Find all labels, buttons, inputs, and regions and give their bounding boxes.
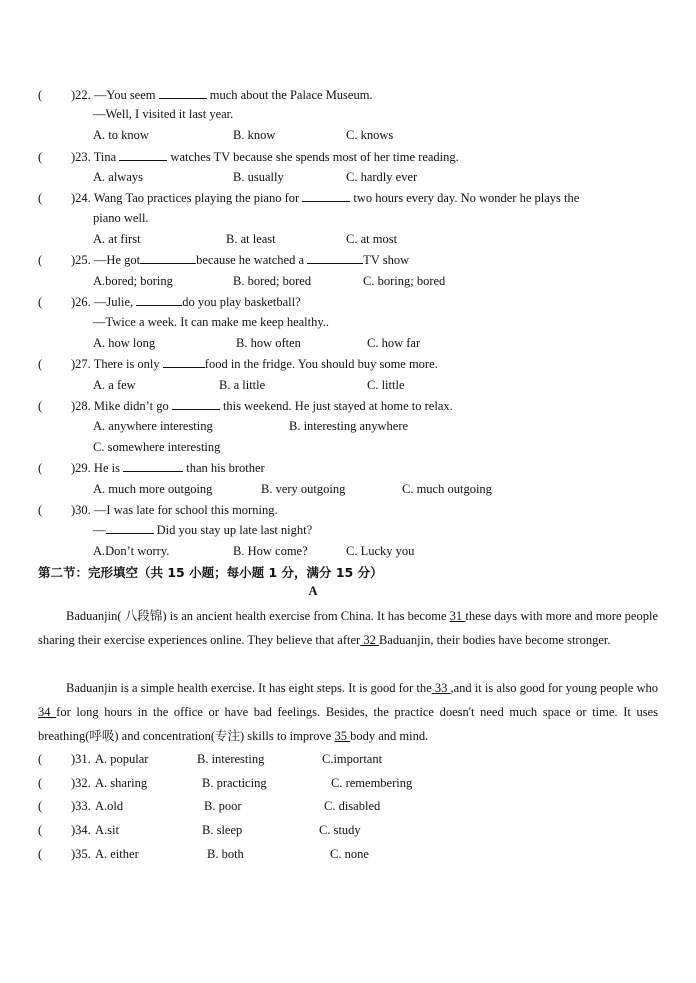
q27-option-b: B. a little: [219, 378, 266, 392]
q28-option-a: A. anywhere interesting: [93, 419, 213, 433]
blank-34: 34: [38, 705, 57, 719]
q31-option-a: A. popular: [95, 752, 149, 766]
q35-option-b: B. both: [207, 847, 244, 861]
question-number: 22.: [75, 88, 91, 102]
passage-title: A: [308, 584, 318, 598]
q22-option-a: A. to know: [93, 128, 149, 142]
answer-paren[interactable]: (: [38, 823, 43, 837]
blank: [119, 148, 167, 161]
q30-option-c: C. Lucky you: [346, 544, 415, 558]
q24-line2: piano well.: [93, 211, 149, 225]
q31-option-b: B. interesting: [197, 752, 265, 766]
q30-line2: — Did you stay up late last night?: [93, 523, 313, 537]
answer-paren[interactable]: (: [38, 752, 43, 766]
blank: [163, 355, 205, 368]
q35-option-c: C. none: [330, 847, 369, 861]
answer-paren[interactable]: (: [38, 461, 43, 475]
q30-option-b: B. How come?: [233, 544, 308, 558]
question-25: ( )25. —He got because he watched a TV show: [38, 253, 410, 267]
blank: [159, 86, 207, 99]
blank-33: 33: [431, 681, 451, 695]
q27-option-c: C. little: [367, 378, 405, 392]
question-35: ( )35.: [38, 847, 91, 861]
q24-option-b: B. at least: [226, 232, 276, 246]
answer-paren[interactable]: (: [38, 503, 43, 517]
question-27: ( )27. There is only food in the fridge. You should buy some more.: [38, 357, 438, 371]
q35-option-a: A. either: [95, 847, 139, 861]
q29-option-a: A. much more outgoing: [93, 482, 213, 496]
q29-option-c: C. much outgoing: [402, 482, 492, 496]
question-29: ( )29. He is than his brother: [38, 461, 265, 475]
question-30: ( )30. —I was late for school this morning.: [38, 503, 278, 517]
q32-option-b: B. practicing: [202, 776, 267, 790]
q33-option-b: B. poor: [204, 799, 242, 813]
q25-option-b: B. bored; bored: [233, 274, 312, 288]
q26-option-c: C. how far: [367, 336, 421, 350]
blank: [172, 397, 220, 410]
q34-option-a: A.sit: [95, 823, 119, 837]
q29-option-b: B. very outgoing: [261, 482, 346, 496]
blank-32: 32: [360, 633, 379, 647]
blank: [307, 251, 363, 264]
q26-option-b: B. how often: [236, 336, 301, 350]
answer-paren[interactable]: (: [38, 88, 43, 102]
q25-option-c: C. boring; bored: [363, 274, 446, 288]
answer-paren[interactable]: (: [38, 847, 43, 861]
q32-option-a: A. sharing: [95, 776, 148, 790]
q30-option-a: A.Don’t worry.: [93, 544, 170, 558]
passage-paragraph-1: Baduanjin( 八段锦) is an ancient health exercise from China. It has become 31 these days with more and more people sharing their exercise experiences online. They believe that after 32 Baduanjin, their bodies have become stronger.: [38, 609, 658, 647]
q22-option-c: C. knows: [346, 128, 394, 142]
blank: [123, 459, 183, 472]
q34-option-b: B. sleep: [202, 823, 243, 837]
question-22: ( )22. —You seem much about the Palace Museum.: [38, 88, 373, 102]
q26-option-a: A. how long: [93, 336, 156, 350]
q23-option-a: A. always: [93, 170, 143, 184]
answer-paren[interactable]: (: [38, 150, 43, 164]
q31-option-c: C.important: [322, 752, 383, 766]
answer-paren[interactable]: (: [38, 776, 43, 790]
answer-paren[interactable]: (: [38, 357, 43, 371]
answer-paren[interactable]: (: [38, 399, 43, 413]
q34-option-c: C. study: [319, 823, 361, 837]
question-24: ( )24. Wang Tao practices playing the piano for two hours every day. No wonder he plays the: [38, 191, 580, 205]
q22-line2: —Well, I visited it last year.: [93, 107, 234, 121]
question-34: ( )34.: [38, 823, 91, 837]
passage-paragraph-2: Baduanjin is a simple health exercise. It has eight steps. It is good for the 33 ,and it is also good for young people who 34 for long hours in the office or have bad feelings. Besides, the practice doesn't need much space or time. It uses breathing(呼吸) and concentration(专注) skills to improve 35 body and mind.: [38, 681, 659, 743]
q23-option-b: B. usually: [233, 170, 284, 184]
q27-option-a: A. a few: [93, 378, 136, 392]
q24-option-c: C. at most: [346, 232, 398, 246]
q33-option-c: C. disabled: [324, 799, 381, 813]
q32-option-c: C. remembering: [331, 776, 413, 790]
q28-option-b: B. interesting anywhere: [289, 419, 409, 433]
blank: [302, 189, 350, 202]
q28-option-c: C. somewhere interesting: [93, 440, 221, 454]
question-33: ( )33.: [38, 799, 91, 813]
q23-option-c: C. hardly ever: [346, 170, 418, 184]
blank: [140, 251, 196, 264]
blank-31: 31: [449, 609, 466, 623]
question-23: ( )23. Tina watches TV because she spends most of her time reading.: [38, 150, 459, 164]
answer-paren[interactable]: (: [38, 295, 43, 309]
blank: [106, 521, 154, 534]
q26-line2: —Twice a week. It can make me keep healthy..: [93, 315, 330, 329]
q22-option-b: B. know: [233, 128, 276, 142]
question-28: ( )28. Mike didn’t go this weekend. He just stayed at home to relax.: [38, 399, 453, 413]
q25-option-a: A.bored; boring: [93, 274, 173, 288]
question-31: ( )31.: [38, 752, 91, 766]
q33-option-a: A.old: [95, 799, 124, 813]
q24-option-a: A. at first: [93, 232, 141, 246]
blank-35: 35: [334, 729, 351, 743]
answer-paren[interactable]: (: [38, 799, 43, 813]
blank: [136, 293, 182, 306]
question-32: ( )32.: [38, 776, 91, 790]
answer-paren[interactable]: (: [38, 191, 43, 205]
section-title: 第二节：完形填空（共 15 小题；每小题 1 分，满分 15 分）: [38, 565, 383, 580]
question-26: ( )26. —Julie, do you play basketball?: [38, 295, 301, 309]
answer-paren[interactable]: (: [38, 253, 43, 267]
